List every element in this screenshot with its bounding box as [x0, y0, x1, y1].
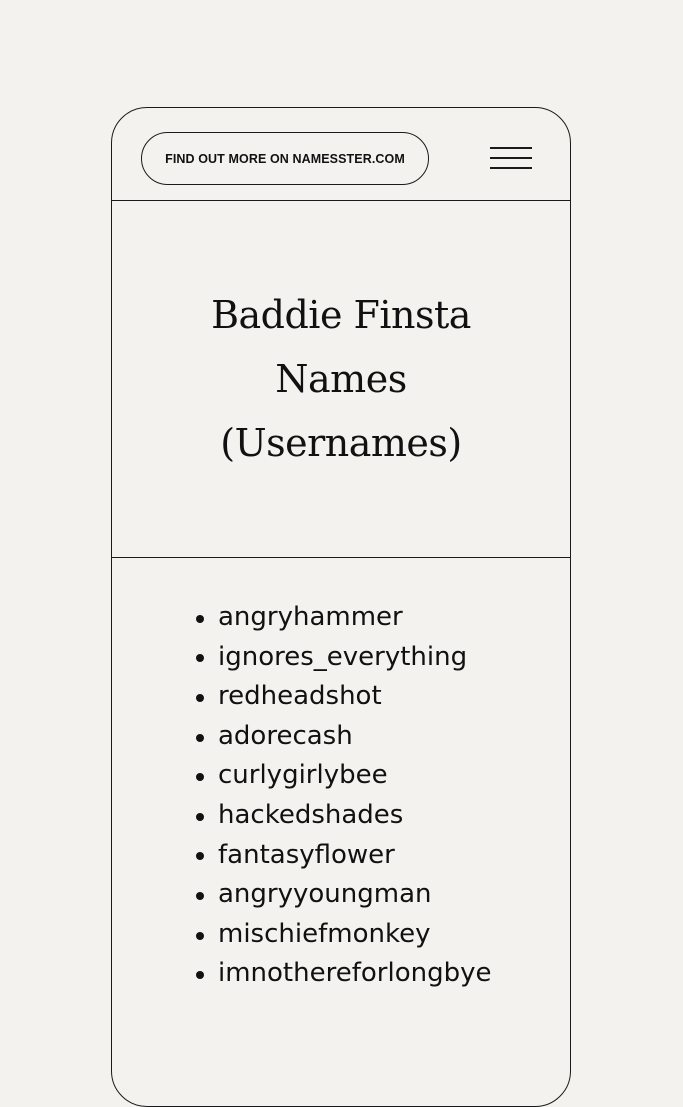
- list-item: [196, 954, 491, 994]
- bullet-icon: [196, 971, 204, 979]
- menu-line: [490, 157, 532, 159]
- username-text: ignores_everything: [218, 641, 468, 672]
- list-item: [196, 796, 491, 836]
- bullet-icon: [196, 615, 204, 623]
- bullet-icon: [196, 694, 204, 702]
- title-section: [112, 201, 570, 558]
- bullet-icon: [196, 892, 204, 900]
- list-item: [196, 836, 491, 876]
- page-title: [112, 283, 570, 475]
- username-text: adorecash: [218, 720, 353, 751]
- username-text: redheadshot: [218, 681, 382, 712]
- username-text: angryyoungman: [218, 879, 432, 910]
- username-text: imnothereforlongbye: [218, 958, 492, 989]
- title-line: Baddie Finsta: [211, 293, 471, 337]
- bullet-icon: [196, 734, 204, 742]
- username-text: curlygirlybee: [218, 760, 388, 791]
- menu-line: [490, 167, 532, 169]
- header-bar: [112, 108, 570, 201]
- list-item: [196, 598, 491, 638]
- username-text: hackedshades: [218, 799, 404, 830]
- bullet-icon: [196, 773, 204, 781]
- username-text: fantasyflower: [218, 839, 395, 870]
- title-line: Names: [275, 357, 407, 401]
- hamburger-menu-icon[interactable]: [490, 146, 532, 172]
- list-item: [196, 677, 491, 717]
- list-item: [196, 717, 491, 757]
- usernames-list: [196, 598, 491, 994]
- username-text: mischiefmonkey: [218, 918, 431, 949]
- list-item: [196, 875, 491, 915]
- find-out-more-button[interactable]: FIND OUT MORE ON NAMESSTER.COM: [141, 132, 429, 185]
- list-item: [196, 915, 491, 955]
- phone-frame: [111, 107, 571, 1107]
- bullet-icon: [196, 852, 204, 860]
- bullet-icon: [196, 654, 204, 662]
- list-item: [196, 756, 491, 796]
- list-item: [196, 638, 491, 678]
- title-line: (Usernames): [220, 421, 462, 465]
- bullet-icon: [196, 932, 204, 940]
- username-text: angryhammer: [218, 602, 403, 632]
- bullet-icon: [196, 813, 204, 821]
- menu-line: [490, 147, 532, 149]
